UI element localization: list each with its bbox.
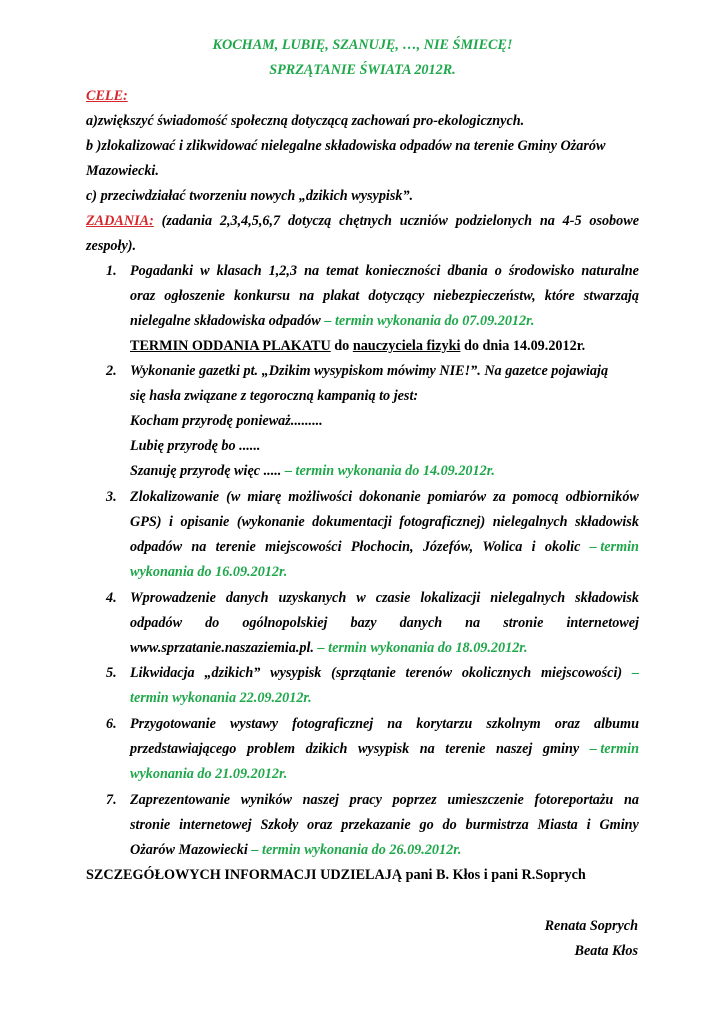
task-7-deadline: – termin wykonania do 26.09.2012r.: [251, 842, 462, 858]
task-6-deadline: wykonania do 21.09.2012r.: [130, 766, 288, 782]
page-title: KOCHAM, LUBIĘ, SZANUJĘ, …, NIE ŚMIECĘ!: [212, 37, 513, 53]
task-6-line2: przedstawiającego problem dzikich wysypisk na terenie naszej gminy – termin: [130, 741, 639, 757]
task-1-line2: oraz ogłoszenie konkursu na plakat dotyczący niebezpieczeństw, które stwarzają: [130, 288, 639, 304]
goal-item-a: a)zwiększyć świadomość społeczną dotyczącą zachowań pro-ekologicznych.: [86, 113, 525, 129]
task-7-line2: stronie internetowej Szkoły oraz przekazanie go do burmistrza Miasta i Gminy: [130, 817, 639, 833]
task-7-line1: Zaprezentowanie wyników naszej pracy poprzez umieszczenie fotoreportażu na: [130, 792, 639, 808]
task-1-line1: Pogadanki w klasach 1,2,3 na temat konieczności dbania o środowisko naturalne: [130, 263, 639, 279]
task-4-number: 4.: [106, 590, 117, 606]
task-2-line1: Wykonanie gazetki pt. „Dzikim wysypiskom mówimy NIE!”. Na gazetce pojawiają: [130, 363, 609, 379]
task-7-number: 7.: [106, 792, 117, 808]
signature-beata: Beata Kłos: [574, 943, 638, 959]
task-3-line1: Zlokalizowanie (w miarę możliwości dokonanie pomiarów za pomocą odbiorników: [130, 489, 639, 505]
task-5-deadline-start: –: [631, 665, 639, 681]
goal-item-b: b )zlokalizować i zlikwidować nielegalne składowiska odpadów na terenie Gminy Ożarów: [86, 138, 606, 154]
task-3-deadline: wykonania do 16.09.2012r.: [130, 564, 288, 580]
poster-teacher: nauczyciela fizyki: [352, 338, 461, 354]
goal-item-b-cont: Mazowiecki.: [86, 163, 159, 179]
signature-renata: Renata Soprych: [544, 918, 638, 934]
task-7-line3: Ożarów Mazowiecki – termin wykonania do 26.09.2012r.: [130, 842, 462, 858]
goal-item-c: c) przeciwdziałać tworzeniu nowych „dzikich wysypisk”.: [86, 188, 414, 204]
task-3-line3: odpadów na terenie miejscowości Płochocin, Józefów, Wolica i okolic – termin: [130, 539, 639, 555]
task-4-line1: Wprowadzenie danych uzyskanych w czasie lokalizacji nielegalnych składowisk: [130, 590, 639, 606]
database-url: www.sprzatanie.naszaziemia.pl.: [130, 640, 318, 656]
task-5-line1: Likwidacja „dzikich” wysypisk (sprzątanie terenów okolicznych miejscowości) –: [130, 665, 639, 681]
task-1-number: 1.: [106, 263, 117, 279]
tasks-intro-line1: ZADANIA: (zadania 2,3,4,5,6,7 dotyczą chętnych uczniów podzielonych na 4-5 osobowe: [86, 213, 639, 229]
task-3-deadline-start: – termin: [589, 539, 639, 555]
page-subtitle: SPRZĄTANIE ŚWIATA 2012R.: [269, 62, 456, 78]
goals-heading: CELE:: [86, 88, 128, 104]
task-1-poster-line: TERMIN ODDANIA PLAKATU do nauczyciela fizyki do dnia 14.09.2012r.: [130, 338, 586, 354]
task-4-deadline: – termin wykonania do 18.09.2012r.: [317, 640, 528, 656]
task-1-deadline: – termin wykonania do 07.09.2012r.: [324, 313, 535, 329]
task-3-line2: GPS) i opisanie (wykonanie dokumentacji fotograficznej) nielegalnych składowisk: [130, 514, 639, 530]
task-2-slogan-1: Kocham przyrodę ponieważ.........: [130, 413, 323, 429]
task-2-number: 2.: [106, 363, 117, 379]
task-2-line2: się hasła związane z tegoroczną kampanią to jest:: [130, 388, 419, 404]
task-2-slogan-3: Szanuję przyrodę więc ..... – termin wykonania do 14.09.2012r.: [130, 463, 495, 479]
task-6-line1: Przygotowanie wystawy fotograficznej na korytarzu szkolnym oraz albumu: [130, 716, 639, 732]
tasks-heading: ZADANIA:: [86, 213, 154, 229]
task-4-line3: [130, 639, 528, 657]
task-6-number: 6.: [106, 716, 117, 732]
contact-info: SZCZEGÓŁOWYCH INFORMACJI UDZIELAJĄ pani B. Kłos i pani R.Soprych: [86, 867, 586, 883]
task-3-number: 3.: [106, 489, 117, 505]
task-2-deadline: – termin wykonania do 14.09.2012r.: [284, 463, 495, 479]
tasks-intro-line2: zespoły).: [86, 238, 137, 254]
task-5-number: 5.: [106, 665, 117, 681]
task-1-line3: nielegalne składowiska odpadów – termin wykonania do 07.09.2012r.: [130, 313, 535, 329]
task-5-deadline: termin wykonania 22.09.2012r.: [130, 690, 312, 706]
task-6-deadline-start: – termin: [589, 741, 639, 757]
task-4-line2: odpadów do ogólnopolskiej bazy danych na stronie internetowej: [130, 615, 639, 631]
task-2-slogan-2: Lubię przyrodę bo ......: [130, 438, 261, 454]
poster-deadline-label: TERMIN ODDANIA PLAKATU: [130, 338, 331, 354]
